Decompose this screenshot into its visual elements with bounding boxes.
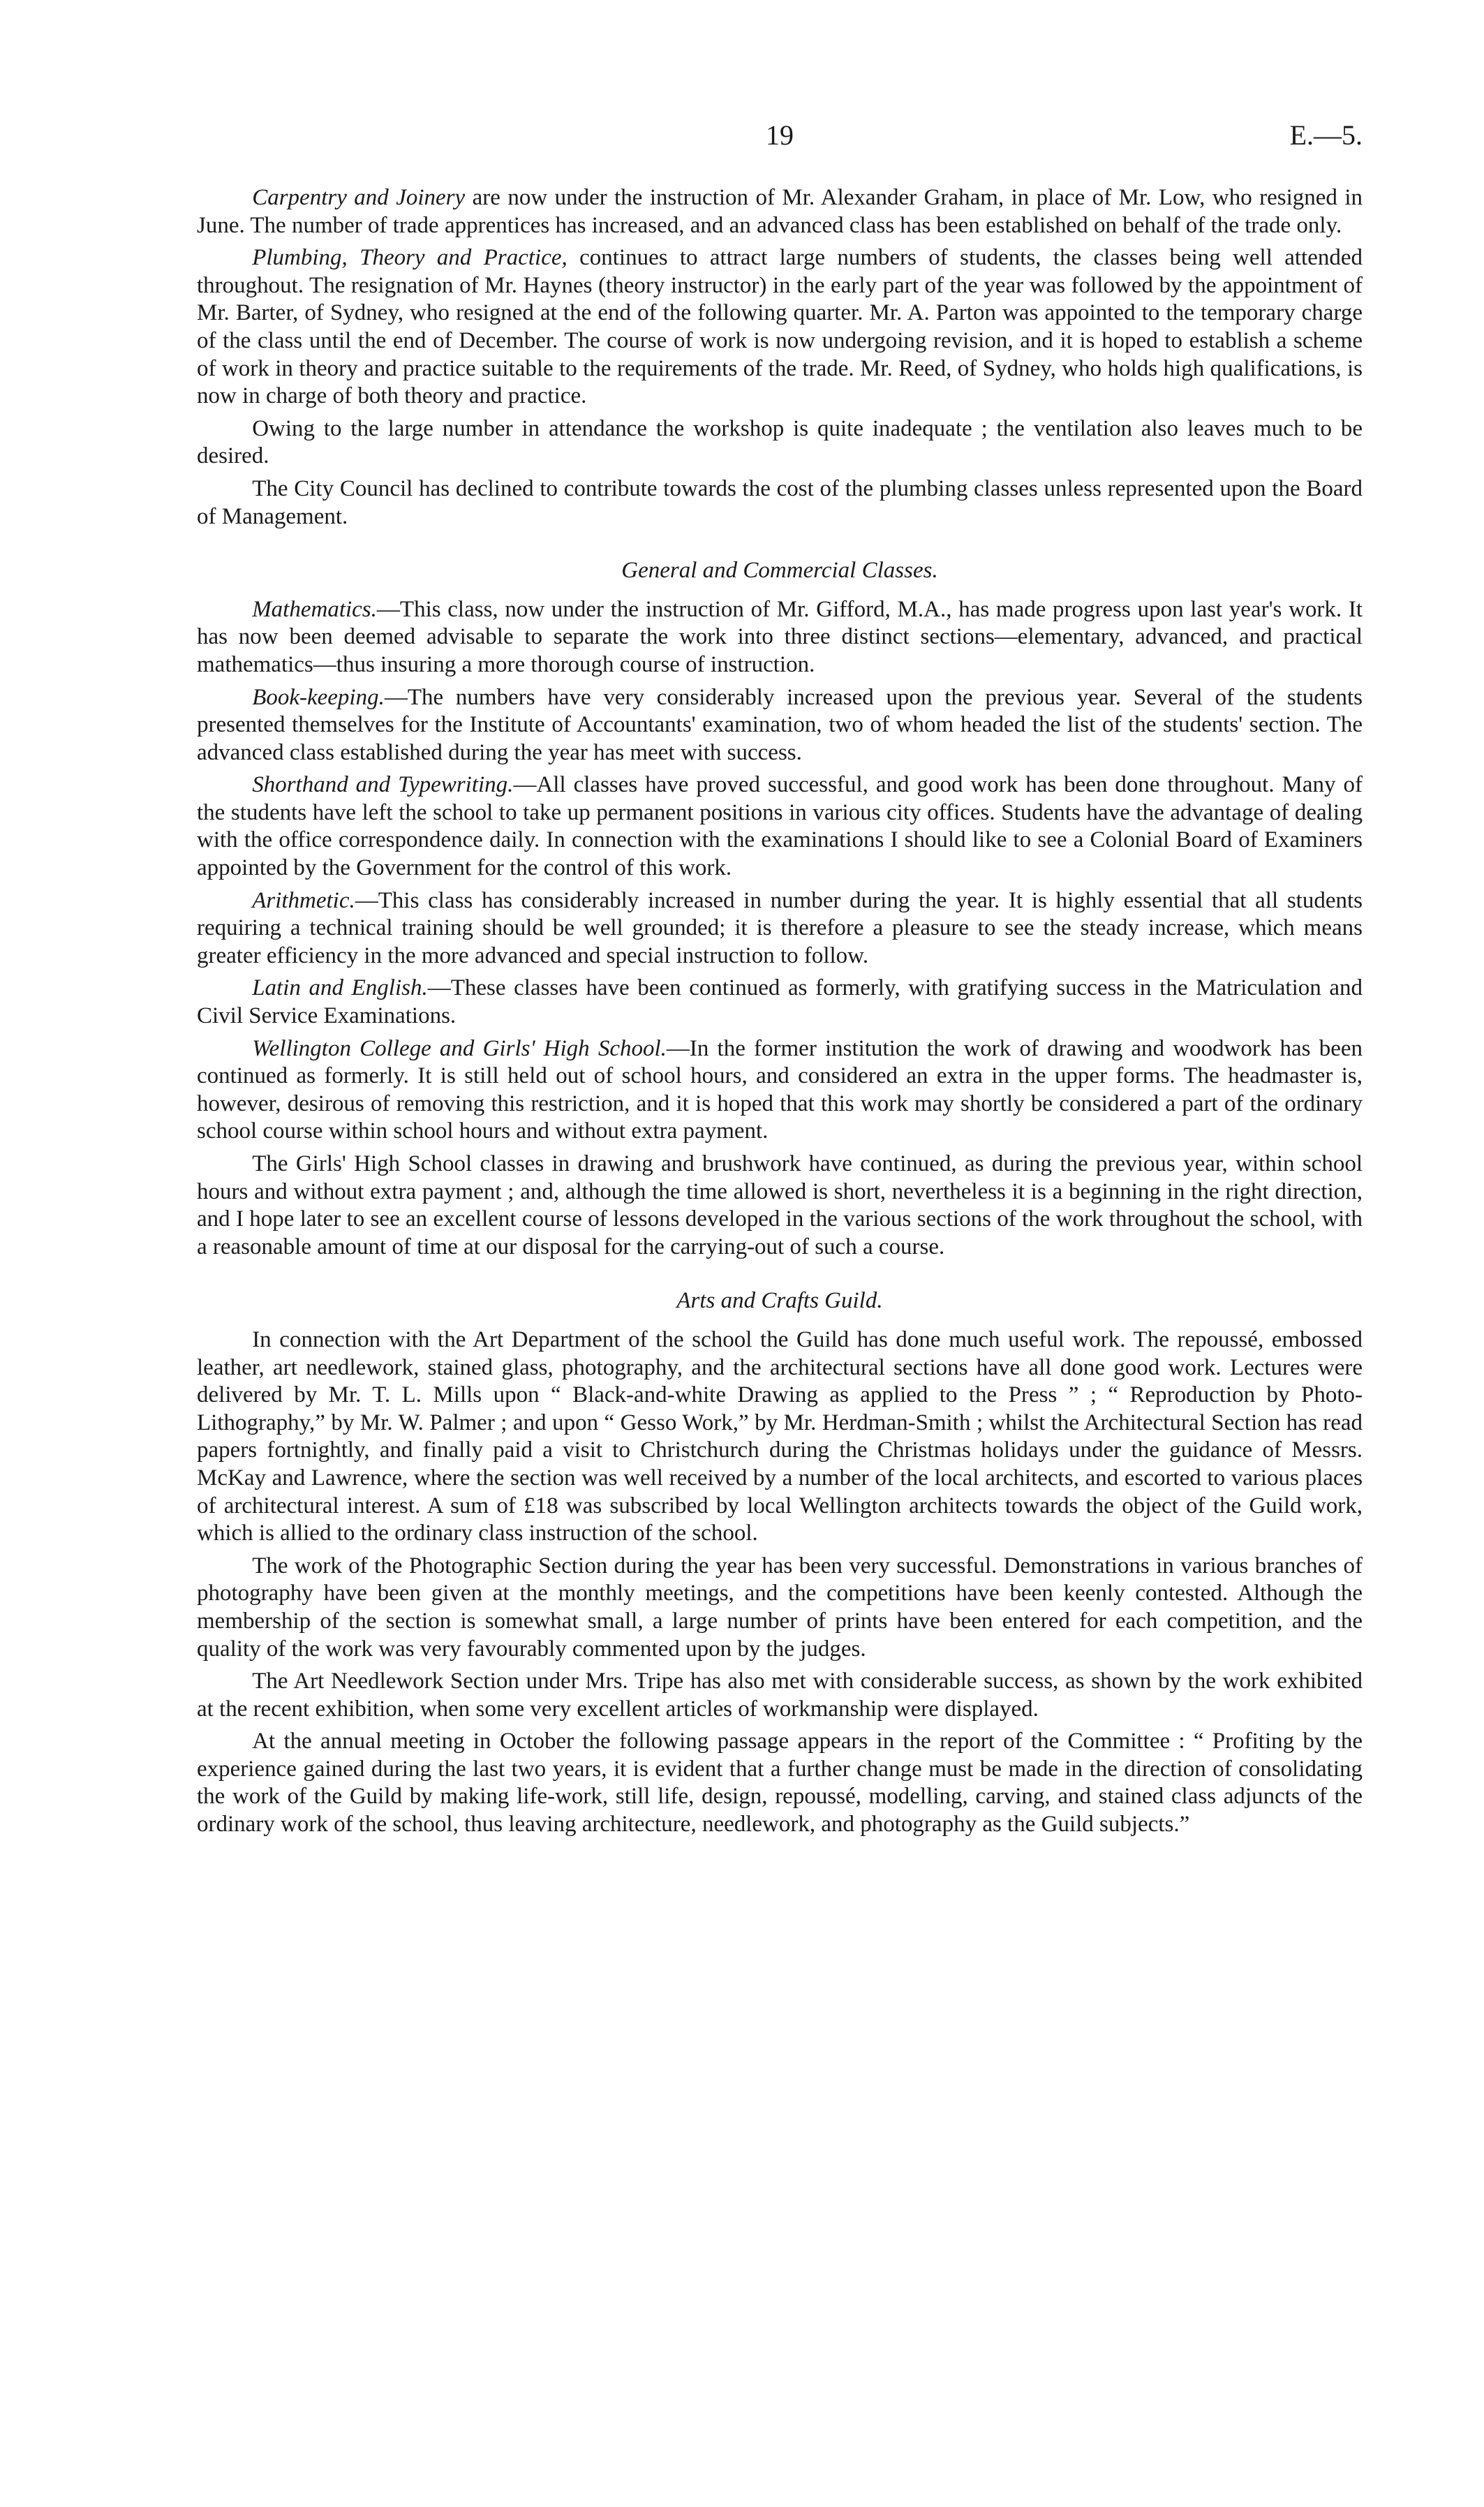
document-body	[197, 184, 1363, 1844]
paragraph-text: —This class, now under the instruction of Mr. Gifford, M.A., has made progress upon last year's work. It has now been deemed advisable to separate the work into three distinct sections—elementary, advanced, and practical mathematics—thus insuring a more thorough course of instruction.	[197, 596, 1363, 677]
paragraph-arithmetic	[197, 887, 1363, 970]
paragraph-photographic-section: The work of the Photographic Section during the year has been very successful. Demonstrations in various branches of photography have been given at the monthly meetings, and the competitions have been keenly contested. Although the membership of the section is somewhat small, a large number of prints have been entered for each competition, and the quality of the work was very favourably commented upon by the judges.	[197, 1553, 1363, 1662]
paragraph-lead: Latin and English.	[252, 975, 428, 1001]
paragraph-annual-meeting: At the annual meeting in October the following passage appears in the report of the Committee : “ Profiting by the experience gained during the last two years, it is evident that a further change must be made in the direction of consolidating the work of the Guild by making life-work, still life, design, repoussé, modelling, carving, and stained class adjuncts of the ordinary work of the school, thus leaving architecture, needlework, and photography as the Guild subjects.”	[197, 1729, 1363, 1837]
paragraph-text: are now under the instruction of Mr. Alexander Graham, in place of Mr. Low, who resigned in June. The number of trade apprentices has increased, and an advanced class has been established on behalf of the trade only.	[197, 185, 1363, 238]
report-reference: E.—5.	[1289, 119, 1363, 151]
page-header	[197, 119, 1363, 161]
paragraph-text: —All classes have proved successful, and good work has been done throughout. Many of the students have left the school to take up permanent positions in various city offices. Students have the advantage of dealing with the office correspondence daily. In connection with the examinations I should like to see a Colonial Board of Examiners appointed by the Government for the control of this work.	[197, 772, 1363, 881]
paragraph-text: —The numbers have very considerably increased upon the previous year. Several of the students presented themselves for the Institute of Accountants' examination, two of whom headed the list of the students' section. The advanced class established during the year has meet with success.	[197, 684, 1363, 765]
paragraph-city-council: The City Council has declined to contribute towards the cost of the plumbing classes unless represented upon the Board of Management.	[197, 475, 1363, 529]
paragraph-lead: Carpentry and Joinery	[252, 185, 466, 210]
paragraph-lead: Shorthand and Typewriting.	[252, 772, 514, 798]
page-number: 19	[766, 119, 794, 151]
paragraph-lead: Arithmetic.	[252, 887, 355, 913]
paragraph-text: —This class has considerably increased in number during the year. It is highly essential that all students requiring a technical training should be well grounded; it is therefore a pleasure to see the steady increase, which means greater efficiency in the more advanced and special instruction to follow.	[197, 887, 1363, 968]
paragraph-text: —These classes have been continued as formerly, with gratifying success in the Matriculation and Civil Service Examinations.	[197, 975, 1363, 1029]
paragraph-plumbing	[197, 244, 1363, 411]
paragraph-girls-high-school: The Girls' High School classes in drawing and brushwork have continued, as during the previous year, within school hours and without extra payment ; and, although the time allowed is short, nevertheless it is a beginning in the right direction, and I hope later to see an excellent course of lessons developed in the various sections of the work throughout the school, with a reasonable amount of time at our disposal for the carrying-out of such a course.	[197, 1151, 1363, 1259]
paragraph-wellington-college	[197, 1035, 1363, 1146]
paragraph-text: —In the former institution the work of drawing and woodwork has been continued as formerly. It is still held out of school hours, and considered an extra in the upper forms. The headmaster is, however, desirous of removing this restriction, and it is hoped that this work may shortly be considered a part of the ordinary school course within school hours and without extra payment.	[197, 1035, 1363, 1144]
paragraph-mathematics	[197, 596, 1363, 679]
paragraph-latin-english	[197, 975, 1363, 1030]
section-heading-general: General and Commercial Classes.	[621, 558, 938, 584]
paragraph-workshop: Owing to the large number in attendance the workshop is quite inadequate ; the ventilation also leaves much to be desired.	[197, 415, 1363, 469]
paragraph-shorthand	[197, 771, 1363, 882]
paragraph-book-keeping	[197, 684, 1363, 767]
paragraph-text: continues to attract large numbers of students, the classes being well attended throughout. The resignation of Mr. Haynes (theory instructor) in the early part of the year was followed by the appointment of Mr. Barter, of Sydney, who resigned at the end of the following quarter. Mr. A. Parton was appointed to the temporary charge of the class until the end of December. The course of work is now undergoing revision, and it is hoped to establish a scheme of work in theory and practice suitable to the requirements of the trade. Mr. Reed, of Sydney, who holds high qualifications, is now in charge of both theory and practice.	[197, 245, 1363, 409]
paragraph-guild-art-department: In connection with the Art Department of the school the Guild has done much useful work. The repoussé, embossed leather, art needlework, stained glass, photography, and the architectural sections have all done good work. Lectures were delivered by Mr. T. L. Mills upon “ Black-and-white Drawing as applied to the Press ” ; “ Reproduction by Photo-Lithography,” by Mr. W. Palmer ; and upon “ Gesso Work,” by Mr. Herdman-Smith ; whilst the Architectural Section has read papers fortnightly, and finally paid a visit to Christchurch during the Christmas holidays under the guidance of Messrs. McKay and Lawrence, where the section was well received by a number of the local architects, and escorted to various places of architectural interest. A sum of £18 was subscribed by local Wellington architects towards the object of the Guild work, which is allied to the ordinary class instruction of the school.	[197, 1326, 1363, 1546]
section-heading-guild: Arts and Crafts Guild.	[676, 1288, 883, 1314]
paragraph-lead: Wellington College and Girls' High School.	[252, 1035, 667, 1061]
paragraph-lead: Book-keeping.	[252, 684, 385, 710]
paragraph-lead: Mathematics.	[252, 596, 377, 622]
paragraph-lead: Plumbing, Theory and Practice,	[252, 245, 567, 271]
paragraph-carpentry	[197, 184, 1363, 239]
paragraph-needlework-section: The Art Needlework Section under Mrs. Tripe has also met with considerable success, as shown by the work exhibited at the recent exhibition, when some very excellent articles of workmanship were displayed.	[197, 1669, 1363, 1722]
